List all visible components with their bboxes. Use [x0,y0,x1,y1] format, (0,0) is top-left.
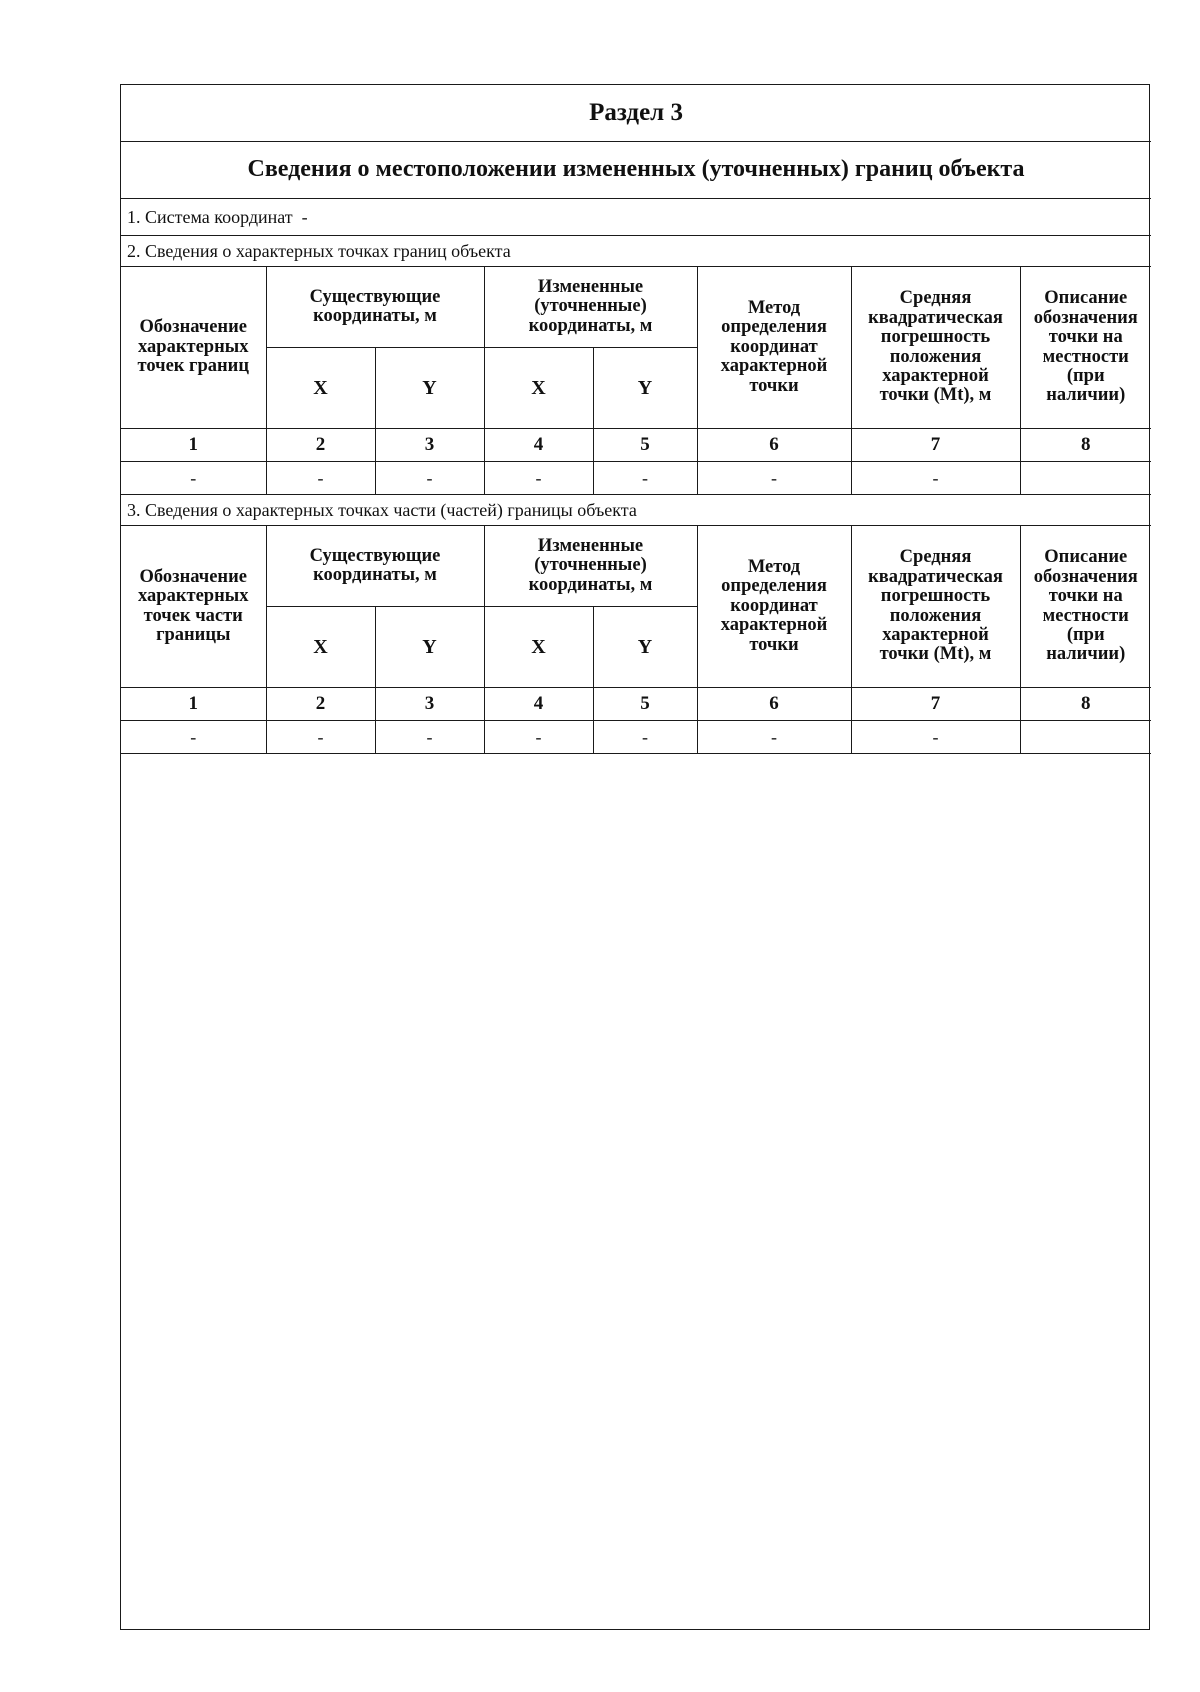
table2-col-number: 7 [851,688,1020,721]
table1-col-number: 3 [375,429,484,462]
table2-header-changed-x: X [484,607,593,688]
table2-cell [1020,721,1151,754]
table2-header-existing: Существующие координаты, м [266,526,484,607]
table2-cell: - [851,721,1020,754]
table2-col-number: 2 [266,688,375,721]
table2-col-number: 8 [1020,688,1151,721]
table1-cell: - [484,462,593,495]
table2-header-description: Описание обозначения точки на местности (при наличии) [1020,526,1151,688]
table2-col-number: 4 [484,688,593,721]
table2-cell: - [266,721,375,754]
table2-cell: - [593,721,697,754]
table2-header-error: Средняя квадратическая погрешность положения характерной точки (Mt), м [851,526,1020,688]
coord-system-value: - [301,206,308,227]
table1-col-number: 4 [484,429,593,462]
table1-header-changed-x: X [484,348,593,429]
table2-cell: - [484,721,593,754]
table1-header-description: Описание обозначения точки на местности (при наличии) [1020,267,1151,429]
table1-header-changed: Измененные (уточненные) координаты, м [484,267,697,348]
table1-header-existing-y: Y [375,348,484,429]
table2-caption: 3. Сведения о характерных точках части (частей) границы объекта [121,495,1151,526]
table1-col-number: 8 [1020,429,1151,462]
table1-number-row [121,429,1151,462]
table1-header-designation: Обозначение характерных точек границ [121,267,266,429]
table2-cell: - [375,721,484,754]
table1-cell: - [697,462,851,495]
table1-cell [1020,462,1151,495]
table1-header-existing-x: X [266,348,375,429]
table2-col-number: 3 [375,688,484,721]
table1-col-number: 1 [121,429,266,462]
table2-header-existing-x: X [266,607,375,688]
section-title: Раздел 3 [121,85,1151,142]
table1-row [121,462,1151,495]
table2-row [121,721,1151,754]
table1-header-error: Средняя квадратическая погрешность положения характерной точки (Mt), м [851,267,1020,429]
table1-col-number: 7 [851,429,1020,462]
table2-header-designation: Обозначение характерных точек части границы [121,526,266,688]
table1-col-number: 2 [266,429,375,462]
table2-header-changed: Измененные (уточненные) координаты, м [484,526,697,607]
table1-col-number: 6 [697,429,851,462]
table2-header-existing-y: Y [375,607,484,688]
table1-cell: - [266,462,375,495]
table1-cell: - [121,462,266,495]
coord-system-row [121,199,1151,236]
table1-header-changed-y: Y [593,348,697,429]
table1-cell: - [593,462,697,495]
table1-header-existing: Существующие координаты, м [266,267,484,348]
table1-caption: 2. Сведения о характерных точках границ объекта [121,236,1151,267]
table2-col-number: 5 [593,688,697,721]
table1-col-number: 5 [593,429,697,462]
table2-col-number: 1 [121,688,266,721]
table1-header-method: Метод определения координат характерной точки [697,267,851,429]
coord-system-label: 1. Система координат [127,206,293,227]
section-table [121,85,1151,754]
table2-cell: - [697,721,851,754]
table2-header-method: Метод определения координат характерной точки [697,526,851,688]
table1-cell: - [375,462,484,495]
table2-cell: - [121,721,266,754]
table2-number-row [121,688,1151,721]
document-frame [120,84,1150,1630]
section-subtitle: Сведения о местоположении измененных (уточненных) границ объекта [121,142,1151,199]
table1-cell: - [851,462,1020,495]
table2-header-changed-y: Y [593,607,697,688]
table2-col-number: 6 [697,688,851,721]
